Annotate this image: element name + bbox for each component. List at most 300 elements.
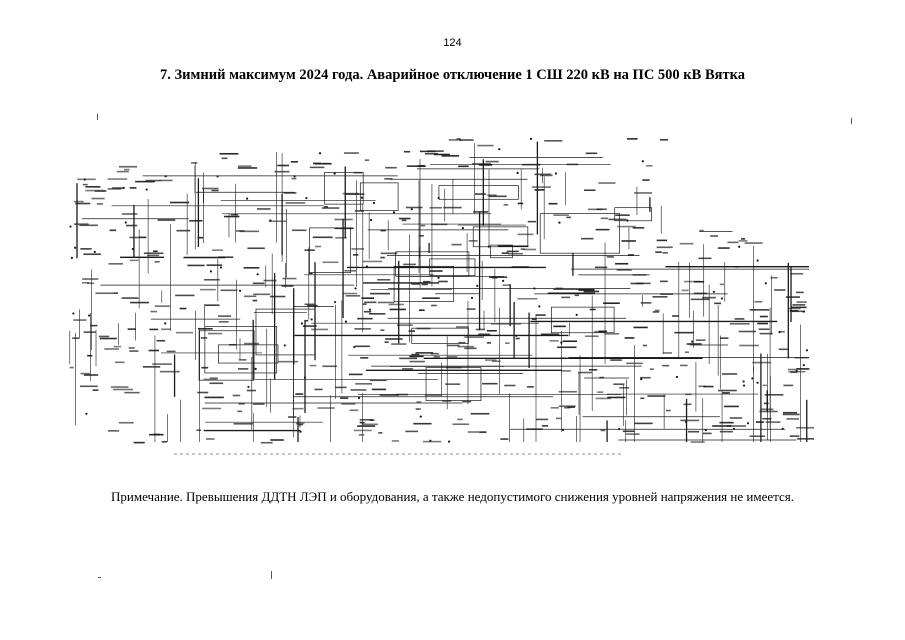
scheme-node	[530, 138, 532, 140]
scheme-label-glyphs	[434, 356, 440, 358]
scheme-label-glyphs	[752, 362, 771, 364]
scheme-label-glyphs	[549, 340, 558, 342]
scheme-label-glyphs	[418, 165, 425, 167]
scheme-label-glyphs	[410, 361, 425, 363]
scheme-label-glyphs	[585, 335, 599, 337]
scheme-label-glyphs	[457, 419, 462, 421]
scheme-label-glyphs	[361, 297, 374, 299]
scheme-label-glyphs	[191, 162, 197, 164]
scheme-label-glyphs	[343, 293, 357, 295]
scheme-label-glyphs	[129, 347, 135, 349]
scheme-label-glyphs	[224, 216, 239, 218]
scheme-loop	[256, 309, 315, 355]
scheme-label-glyphs	[357, 425, 375, 427]
scheme-label-glyphs	[90, 325, 97, 327]
scheme-label-glyphs	[597, 391, 603, 393]
scheme-label-glyphs	[158, 219, 176, 221]
scheme-label-glyphs	[783, 414, 800, 416]
scheme-label-glyphs	[431, 224, 447, 226]
scheme-label-glyphs	[617, 269, 632, 271]
scheme-label-glyphs	[210, 382, 224, 384]
scheme-label-glyphs	[406, 207, 423, 209]
scheme-label-glyphs	[155, 305, 170, 307]
scheme-label-glyphs	[112, 187, 124, 189]
scheme-label-glyphs	[152, 363, 172, 365]
scheme-node	[319, 152, 321, 154]
scheme-label-glyphs	[556, 287, 563, 289]
scheme-label-glyphs	[760, 333, 773, 335]
scheme-label-glyphs	[657, 240, 667, 242]
scheme-label-glyphs	[237, 411, 242, 413]
scheme-node	[713, 291, 715, 293]
scheme-label-glyphs	[719, 422, 733, 424]
scheme-label-glyphs	[502, 252, 509, 254]
scheme-label-glyphs	[351, 248, 364, 250]
scheme-node	[429, 440, 431, 442]
scheme-label-glyphs	[680, 365, 688, 367]
scheme-label-glyphs	[335, 237, 346, 239]
scheme-label-glyphs	[553, 326, 566, 328]
scheme-label-glyphs	[93, 389, 99, 391]
scheme-label-glyphs	[783, 385, 793, 387]
scheme-label-glyphs	[699, 230, 703, 232]
scheme-label-glyphs	[691, 441, 705, 443]
scheme-label-glyphs	[139, 237, 147, 239]
scheme-label-glyphs	[346, 295, 361, 297]
scheme-label-glyphs	[355, 346, 370, 348]
scheme-node	[304, 376, 306, 378]
scheme-label-glyphs	[739, 331, 756, 333]
scheme-label-glyphs	[641, 302, 652, 304]
scheme-label-glyphs	[315, 163, 332, 165]
scheme-label-glyphs	[527, 386, 534, 388]
scheme-label-glyphs	[720, 284, 724, 286]
scheme-label-glyphs	[197, 392, 208, 394]
scheme-label-glyphs	[286, 202, 305, 204]
scheme-label-glyphs	[167, 351, 176, 353]
scheme-node	[257, 273, 259, 275]
scheme-label-glyphs	[264, 280, 277, 282]
scheme-label-glyphs	[392, 440, 399, 442]
scheme-node	[88, 314, 90, 316]
scheme-label-glyphs	[694, 293, 707, 295]
scheme-node	[733, 428, 735, 430]
scheme-label-glyphs	[82, 278, 98, 280]
scheme-label-glyphs	[720, 431, 733, 433]
scheme-label-glyphs	[595, 267, 607, 269]
scheme-node	[576, 314, 578, 316]
scheme-label-glyphs	[473, 211, 488, 213]
scheme-label-glyphs	[180, 308, 187, 310]
scheme-node	[462, 227, 464, 229]
scheme-label-glyphs	[360, 422, 365, 424]
scheme-label-glyphs	[698, 258, 711, 260]
scheme-label-glyphs	[113, 389, 133, 391]
scan-artifact	[98, 577, 101, 578]
scheme-label-glyphs	[244, 267, 260, 269]
scheme-label-glyphs	[786, 296, 800, 298]
scheme-node	[618, 428, 620, 430]
scheme-label-glyphs	[110, 230, 117, 232]
scheme-label-glyphs	[634, 423, 652, 425]
scheme-label-glyphs	[566, 217, 570, 219]
scheme-label-glyphs	[129, 237, 138, 239]
scheme-label-glyphs	[517, 298, 537, 300]
scheme-label-glyphs	[718, 390, 737, 392]
scan-artifact	[851, 118, 852, 124]
scheme-label-glyphs	[431, 353, 439, 355]
scheme-node	[533, 287, 535, 289]
scheme-node	[743, 384, 745, 386]
scheme-node	[498, 148, 500, 150]
scheme-label-glyphs	[372, 389, 386, 391]
scheme-label-glyphs	[741, 238, 745, 240]
scheme-label-glyphs	[124, 169, 129, 171]
scheme-label-glyphs	[218, 256, 233, 258]
scheme-label-glyphs	[253, 283, 265, 285]
scan-artifact	[271, 571, 272, 579]
scheme-label-glyphs	[415, 352, 433, 354]
scheme-label-glyphs	[364, 311, 371, 313]
scheme-label-glyphs	[586, 153, 598, 155]
scheme-label-glyphs	[745, 242, 763, 244]
scheme-label-glyphs	[84, 331, 96, 333]
scheme-node	[370, 219, 372, 221]
scheme-node	[299, 431, 301, 433]
scheme-label-glyphs	[650, 368, 654, 370]
scheme-label-glyphs	[634, 192, 652, 194]
scheme-label-glyphs	[343, 193, 359, 195]
scheme-label-glyphs	[512, 266, 529, 268]
scheme-label-glyphs	[765, 394, 784, 396]
scheme-label-glyphs	[385, 167, 397, 169]
scheme-node	[778, 331, 780, 333]
scheme-label-glyphs	[797, 301, 807, 303]
scheme-label-glyphs	[115, 361, 124, 363]
scheme-node	[246, 198, 248, 200]
scheme-label-glyphs	[355, 383, 372, 385]
scheme-label-glyphs	[81, 373, 90, 375]
scheme-label-glyphs	[540, 175, 553, 177]
scheme-label-glyphs	[764, 403, 769, 405]
scheme-label-glyphs	[770, 277, 777, 279]
scheme-label-glyphs	[335, 228, 354, 230]
scheme-label-glyphs	[310, 167, 325, 169]
scheme-node	[640, 378, 642, 380]
scheme-label-glyphs	[344, 270, 356, 272]
scheme-label-glyphs	[660, 139, 668, 141]
scheme-label-glyphs	[691, 299, 710, 301]
scheme-label-glyphs	[447, 356, 457, 358]
scheme-label-glyphs	[219, 321, 229, 323]
scheme-label-glyphs	[722, 373, 737, 375]
scheme-node	[164, 322, 166, 324]
scheme-node	[393, 211, 395, 213]
scheme-label-glyphs	[422, 284, 428, 286]
scheme-label-glyphs	[462, 401, 471, 403]
scheme-label-glyphs	[84, 374, 98, 376]
scheme-label-glyphs	[762, 418, 771, 420]
scheme-label-glyphs	[754, 301, 762, 303]
scheme-label-glyphs	[589, 369, 597, 371]
scheme-label-glyphs	[796, 427, 814, 429]
scheme-label-glyphs	[500, 438, 508, 440]
scheme-node	[84, 178, 86, 180]
scheme-label-glyphs	[281, 285, 293, 287]
scheme-label-glyphs	[399, 358, 417, 360]
scheme-label-glyphs	[590, 309, 596, 311]
scheme-label-glyphs	[763, 385, 767, 387]
scheme-label-glyphs	[584, 291, 600, 293]
scheme-label-glyphs	[479, 431, 486, 433]
scheme-label-glyphs	[83, 184, 88, 186]
scheme-loop	[325, 172, 364, 204]
scheme-node	[361, 197, 363, 199]
scheme-label-glyphs	[536, 314, 546, 316]
scheme-label-glyphs	[735, 318, 745, 320]
scheme-label-glyphs	[666, 410, 671, 412]
scheme-label-glyphs	[603, 302, 620, 304]
scheme-label-glyphs	[304, 249, 314, 251]
scheme-label-glyphs	[80, 386, 98, 388]
scheme-label-glyphs	[91, 198, 104, 200]
scheme-label-glyphs	[487, 330, 497, 332]
scheme-label-glyphs	[144, 252, 164, 254]
scheme-label-glyphs	[662, 365, 669, 367]
scheme-label-glyphs	[714, 303, 721, 305]
scheme-label-glyphs	[85, 186, 100, 188]
scheme-label-glyphs	[274, 171, 289, 173]
scheme-label-glyphs	[378, 302, 394, 304]
scheme-node	[369, 308, 371, 310]
scheme-label-glyphs	[177, 230, 191, 232]
scheme-node	[71, 257, 73, 259]
scheme-label-glyphs	[229, 344, 236, 346]
scheme-label-glyphs	[311, 329, 328, 331]
scheme-label-glyphs	[350, 409, 359, 411]
scheme-node	[757, 259, 759, 261]
scheme-label-glyphs	[471, 413, 490, 415]
scheme-node	[517, 172, 519, 174]
scheme-label-glyphs	[423, 441, 441, 443]
scheme-label-glyphs	[314, 389, 322, 391]
scheme-label-glyphs	[354, 430, 372, 432]
scheme-label-glyphs	[750, 435, 765, 437]
scheme-node	[239, 290, 241, 292]
scheme-node	[765, 282, 767, 284]
scheme-label-glyphs	[609, 219, 627, 221]
scheme-label-glyphs	[220, 290, 237, 292]
scheme-label-glyphs	[730, 417, 742, 419]
scheme-label-glyphs	[457, 138, 461, 140]
page-number: 124	[443, 37, 462, 49]
scheme-label-glyphs	[384, 178, 392, 180]
scheme-label-glyphs	[162, 441, 167, 443]
scheme-node	[217, 175, 219, 177]
scheme-label-glyphs	[295, 393, 303, 395]
scheme-node	[269, 219, 271, 221]
scheme-node	[476, 285, 478, 287]
scheme-label-glyphs	[305, 304, 315, 306]
scheme-label-glyphs	[532, 186, 551, 188]
scheme-node	[488, 245, 490, 247]
scheme-label-glyphs	[788, 308, 801, 310]
scheme-label-glyphs	[739, 345, 759, 347]
scheme-label-glyphs	[739, 240, 748, 242]
scheme-node	[311, 318, 313, 320]
scheme-label-glyphs	[257, 208, 271, 210]
scheme-label-glyphs	[559, 391, 577, 393]
scheme-label-glyphs	[212, 249, 223, 251]
scheme-label-glyphs	[75, 203, 90, 205]
scheme-node	[345, 321, 347, 323]
scheme-label-glyphs	[655, 251, 662, 253]
scheme-label-glyphs	[594, 331, 605, 333]
scheme-label-glyphs	[238, 165, 252, 167]
scheme-label-glyphs	[381, 230, 386, 232]
scheme-label-glyphs	[508, 253, 523, 255]
scheme-label-glyphs	[270, 296, 285, 298]
scheme-label-glyphs	[282, 278, 296, 280]
scheme-label-glyphs	[353, 172, 362, 174]
scheme-label-glyphs	[349, 374, 363, 376]
scheme-label-glyphs	[633, 227, 645, 229]
scheme-label-glyphs	[429, 270, 442, 272]
scheme-node	[69, 225, 71, 227]
scheme-label-glyphs	[660, 293, 673, 295]
scheme-loop	[540, 214, 619, 254]
scheme-label-glyphs	[549, 203, 558, 205]
scheme-label-glyphs	[615, 263, 628, 265]
scheme-label-glyphs	[370, 379, 387, 381]
scheme-label-glyphs	[206, 264, 222, 266]
scheme-label-glyphs	[129, 350, 138, 352]
scheme-label-glyphs	[399, 218, 411, 220]
scheme-label-glyphs	[284, 192, 297, 194]
scheme-label-glyphs	[99, 336, 109, 338]
scheme-label-glyphs	[681, 290, 688, 292]
scheme-label-glyphs	[790, 435, 800, 437]
scheme-label-glyphs	[456, 326, 469, 328]
scheme-label-glyphs	[518, 234, 534, 236]
scheme-node	[437, 277, 439, 279]
scheme-label-glyphs	[626, 433, 639, 435]
scheme-label-glyphs	[504, 385, 515, 387]
scheme-label-glyphs	[253, 294, 270, 296]
scheme-label-glyphs	[564, 407, 570, 409]
scheme-label-glyphs	[355, 210, 364, 212]
scheme-label-glyphs	[80, 248, 91, 250]
scheme-label-glyphs	[82, 282, 89, 284]
scheme-node	[782, 428, 784, 430]
scheme-label-glyphs	[615, 214, 629, 216]
scheme-label-glyphs	[206, 438, 215, 440]
scheme-label-glyphs	[130, 260, 139, 262]
scheme-label-glyphs	[293, 408, 304, 410]
scheme-label-glyphs	[421, 225, 425, 227]
scheme-label-glyphs	[315, 246, 321, 248]
scheme-label-glyphs	[712, 425, 731, 427]
scheme-label-glyphs	[95, 292, 113, 294]
scheme-label-glyphs	[253, 300, 258, 302]
scheme-label-glyphs	[684, 404, 692, 406]
scheme-label-glyphs	[479, 164, 492, 166]
scheme-label-glyphs	[633, 274, 647, 276]
scheme-label-glyphs	[584, 189, 595, 191]
scheme-label-glyphs	[365, 159, 369, 161]
scheme-label-glyphs	[397, 324, 413, 326]
scheme-label-glyphs	[202, 408, 221, 410]
scheme-label-glyphs	[601, 218, 608, 220]
scheme-node	[132, 248, 134, 250]
scheme-label-glyphs	[134, 442, 145, 444]
scheme-label-glyphs	[458, 342, 465, 344]
scheme-label-glyphs	[70, 367, 74, 369]
scheme-label-glyphs	[723, 392, 730, 394]
scheme-label-glyphs	[202, 188, 218, 190]
scheme-label-glyphs	[786, 418, 799, 420]
scheme-node	[685, 421, 687, 423]
scheme-label-glyphs	[370, 293, 390, 295]
scheme-node	[220, 266, 222, 268]
scheme-label-glyphs	[779, 349, 788, 351]
scheme-label-glyphs	[354, 328, 370, 330]
scheme-node	[373, 202, 375, 204]
scheme-node	[294, 175, 296, 177]
scheme-node	[358, 397, 360, 399]
scheme-label-glyphs	[340, 397, 348, 399]
scheme-label-glyphs	[756, 421, 764, 423]
scheme-label-glyphs	[288, 416, 296, 418]
scheme-label-glyphs	[672, 315, 679, 317]
scheme-node	[94, 251, 96, 253]
scheme-label-glyphs	[605, 333, 620, 335]
scheme-label-glyphs	[535, 189, 545, 191]
scheme-label-glyphs	[419, 309, 425, 311]
scheme-label-glyphs	[452, 423, 469, 425]
scheme-label-glyphs	[234, 423, 253, 425]
scheme-label-glyphs	[663, 352, 672, 354]
scheme-label-glyphs	[380, 394, 399, 396]
scheme-label-glyphs	[126, 225, 137, 227]
scheme-label-glyphs	[442, 400, 451, 402]
scheme-label-glyphs	[122, 213, 138, 215]
scheme-label-glyphs	[189, 220, 202, 222]
scheme-node	[502, 280, 504, 282]
scheme-label-glyphs	[561, 370, 571, 372]
scheme-label-glyphs	[170, 202, 189, 204]
scheme-label-glyphs	[730, 323, 750, 325]
scheme-label-glyphs	[104, 348, 118, 350]
scheme-label-glyphs	[212, 190, 219, 192]
scheme-label-glyphs	[359, 434, 364, 436]
scheme-label-glyphs	[130, 187, 137, 189]
scheme-label-glyphs	[218, 315, 231, 317]
scheme-label-glyphs	[317, 407, 335, 409]
scheme-label-glyphs	[551, 407, 559, 409]
scheme-label-glyphs	[222, 158, 228, 160]
scheme-node	[738, 246, 740, 248]
scheme-svg	[64, 130, 814, 458]
scheme-label-glyphs	[160, 180, 173, 182]
scheme-label-glyphs	[150, 311, 156, 313]
scheme-label-glyphs	[647, 395, 665, 397]
scheme-label-glyphs	[640, 397, 644, 399]
scheme-label-glyphs	[87, 355, 92, 357]
scheme-label-glyphs	[310, 365, 317, 367]
page-title: 7. Зимний максимум 2024 года. Аварийное отключение 1 СШ 220 кВ на ПС 500 кВ Вятка	[160, 67, 745, 83]
scheme-node	[803, 311, 805, 313]
